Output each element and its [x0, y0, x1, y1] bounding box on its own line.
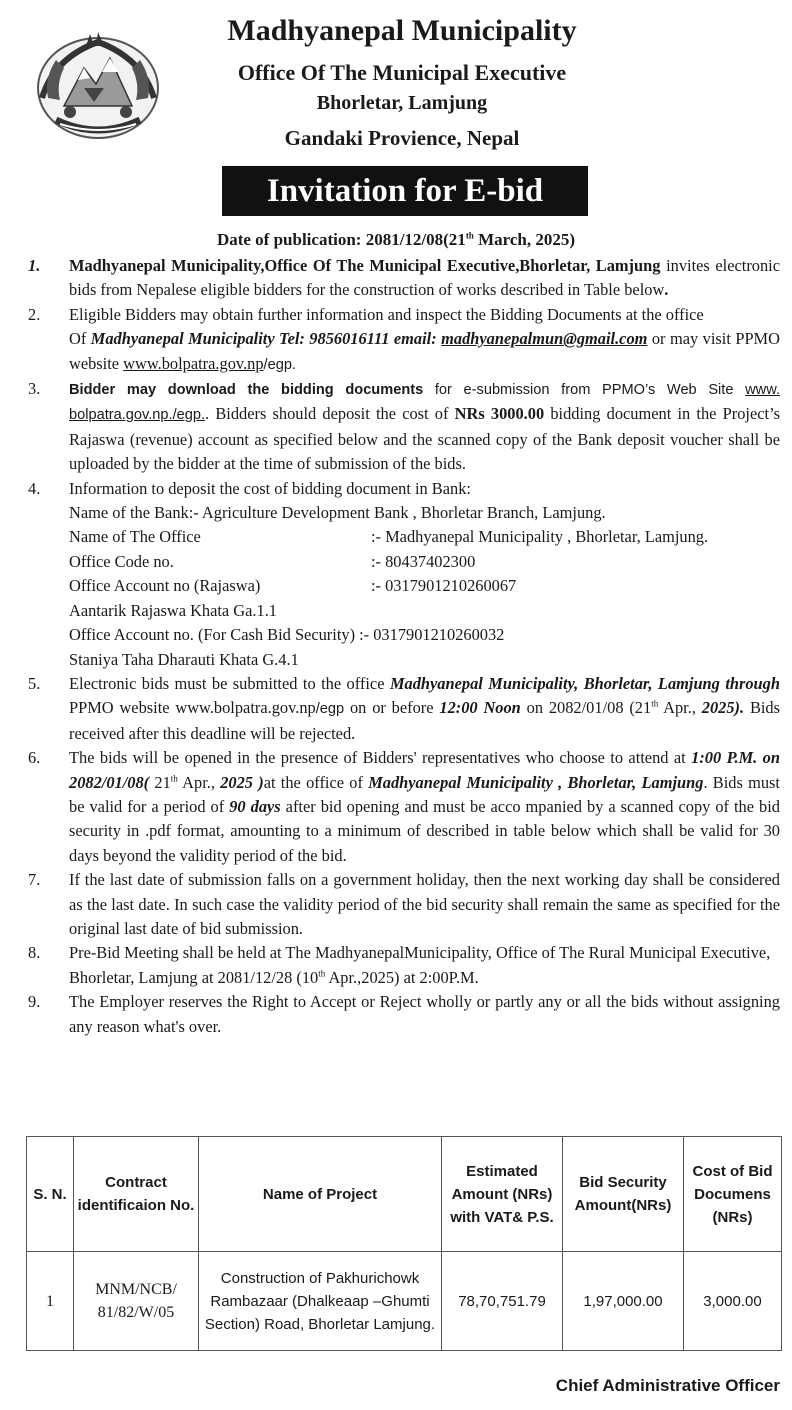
list-item-6: 6. The bids will be opened in the presence of Bidders' representatives who choose to attend at 1:00 P.M. on 2082/01/08( 21th Apr., 2025 )at the office of Madhyanepal Municipality , Bhorletar, Lamjung. Bids must be valid for a period of 90 days after bid opening and must be acco mpanied by a scanned copy of the bid security in .pdf format, amounting to a minimum of described in table below which shall be valid for 30 days beyond the validity period of the bid.	[26, 746, 780, 868]
bank-name: Name of the Bank:- Agriculture Development Bank , Bhorletar Branch, Lamjung.	[69, 503, 606, 523]
col-sn: S. N.	[27, 1137, 74, 1252]
cell-project-name: Construction of Pakhurichowk Rambazaar (Dhalkeaap –Ghumti Section) Road, Bhorletar Lamjung.	[199, 1252, 442, 1351]
issuer-name: Madhyanepal Municipality,Office Of The Municipal Executive,Bhorletar, Lamjung	[69, 256, 661, 275]
office-code: :- 80437402300	[371, 551, 476, 571]
publication-date: Date of publication: 2081/12/08(21th March, 2025)	[216, 230, 576, 249]
item-number: 2.	[28, 304, 41, 324]
col-project-name: Name of Project	[199, 1137, 442, 1252]
invitation-banner: Invitation for E-bid	[222, 166, 588, 216]
cell-bid-doc-cost: 3,000.00	[684, 1252, 782, 1351]
cell-estimated-amount: 78,70,751.79	[442, 1252, 563, 1351]
col-estimated-amount: Estimated Amount (NRs) with VAT& P.S.	[442, 1137, 563, 1252]
list-item-8: 8. Pre-Bid Meeting shall be held at The MadhyanepalMunicipality, Office of The Rural Municipal Executive, Bhorletar, Lamjung at 2081/12/28 (10th Apr.,2025) at 2:00P.M.	[26, 941, 780, 990]
item-number: 8.	[28, 943, 41, 963]
list-item-4: 4. Information to deposit the cost of bidding document in Bank: Name of the Bank:- Agriculture Development Bank , Bhorletar Branch, Lamjung. Name of The Office :- Madhyanepal Municipality , Bhorletar, Lamjung. Office Code no. :- 80437402300 Office Account no (Rajaswa) :- 0317901210260067 Aantarik Rajaswa Khata Ga.1.1 Office Account no. (For Cash Bid Security) :- 0317901210260032 Staniya Taha Dharauti Khata G.4.1	[26, 477, 780, 672]
table-header-row	[27, 1137, 782, 1252]
col-contract-id: Contract identificaion No.	[74, 1137, 199, 1252]
item-number: 1.	[28, 256, 41, 275]
ppmo-website-link[interactable]: www.bolpatra.gov.np	[123, 353, 264, 373]
province-line: Gandaki Provience, Nepal	[284, 126, 520, 150]
col-bid-security: Bid Security Amount(NRs)	[563, 1137, 684, 1252]
item-number: 4.	[28, 478, 41, 498]
submission-deadline: 12:00 Noon	[439, 698, 521, 718]
municipality-title: Madhyanepal Municipality	[227, 14, 577, 47]
office-subtitle: Office Of The Municipal Executive	[237, 60, 567, 85]
cell-sn: 1	[27, 1252, 74, 1351]
list-item-9: 9. The Employer reserves the Right to Accept or Reject wholly or partly any or all the bids without assigning any reason what's over.	[26, 990, 780, 1039]
security-account: Office Account no. (For Cash Bid Security) :- 0317901210260032	[69, 625, 505, 645]
col-bid-doc-cost: Cost of Bid Documens (NRs)	[684, 1137, 782, 1252]
item-number: 3.	[28, 379, 41, 399]
list-item-5: 5. Electronic bids must be submitted to the office Madhyanepal Municipality, Bhorletar, Lamjung through PPMO website www.bolpatra.gov.np/egp on or before 12:00 Noon on 2082/01/08 (21th Apr., 2025). Bids received after this deadline will be rejected.	[26, 672, 780, 746]
cell-contract-id: MNM/NCB/ 81/82/W/05	[74, 1252, 199, 1351]
bid-table	[26, 1136, 782, 1351]
location-line: Bhorletar, Lamjung	[316, 92, 488, 114]
opening-time: 1:00 P.M. on 2082/01/08(	[69, 748, 780, 792]
item-number: 6.	[28, 748, 41, 768]
email-link[interactable]: madhyanepalmun@gmail.com	[441, 329, 648, 349]
list-item-3: 3. Bidder may download the bidding documents for e-submission from PPMO’s Web Site www. bolpatra.gov.np./egp.. Bidders should deposit the cost of NRs 3000.00 bidding document in the Project’s Rajaswa (revenue) account as specified below and the scanned copy of the Bank deposit voucher shall be uploaded by the bidder at the time of submission of the bids.	[26, 377, 780, 477]
table-row	[27, 1252, 782, 1351]
signatory-title: Chief Administrative Officer	[555, 1376, 780, 1395]
list-item-1: 1. Madhyanepal Municipality,Office Of The Municipal Executive,Bhorletar, Lamjung invites electronic bids from Nepalese eligible bidders for the construction of works described in Table below.	[26, 254, 780, 303]
rajaswa-account: :- 0317901210260067	[371, 576, 517, 596]
item-number: 9.	[28, 992, 41, 1012]
cell-bid-security: 1,97,000.00	[563, 1252, 684, 1351]
item-number: 5.	[28, 673, 41, 693]
list-item-2: 2. Eligible Bidders may obtain further information and inspect the Bidding Documents at the office Of Madhyanepal Municipality Tel: 9856016111 email: madhyanepalmun@gmail.com or may visit PPMO website www.bolpatra.gov.np/egp.	[26, 303, 780, 377]
list-item-7: 7. If the last date of submission falls on a government holiday, then the next working day shall be considered as the last date. In such case the validity period of the bid security shall remain the same as specified for the original last date of bid submission.	[26, 868, 780, 941]
item-number: 7.	[28, 870, 41, 890]
bolpatra-link[interactable]: www. bolpatra.gov.np./egp.	[69, 382, 781, 424]
notice-body	[26, 254, 780, 1039]
